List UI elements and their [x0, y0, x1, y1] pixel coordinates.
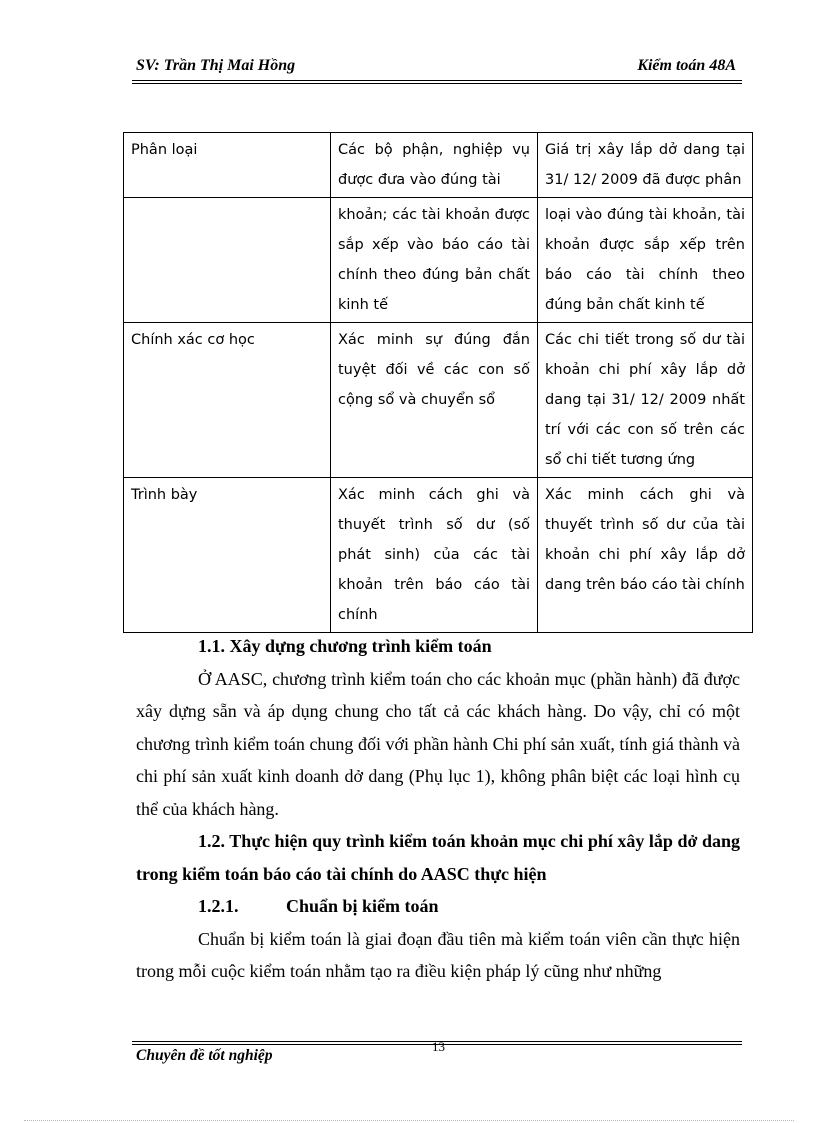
table-cell-result: Xác minh cách ghi và thuyết trình số dư của tài khoản chi phí xây lắp dở dang trên báo cáo tài chính: [538, 478, 753, 633]
heading-1-2-1-text: Chuẩn bị kiểm toán: [286, 896, 439, 916]
heading-1-1: 1.1. Xây dựng chương trình kiểm toán: [198, 636, 492, 656]
table-cell-category: Chính xác cơ học: [124, 323, 331, 478]
assertion-table: [123, 132, 753, 633]
header-rule: [132, 80, 742, 84]
table-cell-procedure: Xác minh sự đúng đắn tuyệt đối về các con số cộng sổ và chuyển sổ: [331, 323, 538, 478]
page-number: 13: [432, 1039, 445, 1054]
table-cell-result: Các chi tiết trong số dư tài khoản chi phí xây lắp dở dang tại 31/ 12/ 2009 nhất trí với các con số trên các sổ chi tiết tương ứng: [538, 323, 753, 478]
table-row: [124, 198, 753, 323]
paragraph-audit-preparation: Chuẩn bị kiểm toán là giai đoạn đầu tiên mà kiểm toán viên cần thực hiện trong mỗi cuộc kiểm toán nhằm tạo ra điều kiện pháp lý cũng như những: [136, 928, 740, 981]
main-content: [136, 630, 740, 988]
table-row: [124, 133, 753, 198]
header-course: Kiểm toán 48A: [637, 57, 736, 74]
page-header: [136, 57, 740, 79]
table-cell-procedure: Các bộ phận, nghiệp vụ được đưa vào đúng tài: [331, 133, 538, 198]
header-author: SV: Trần Thị Mai Hồng: [136, 57, 296, 74]
table-cell-category: [124, 198, 331, 323]
page-edge-line: [24, 1120, 794, 1121]
table-cell-category: Trình bày: [124, 478, 331, 633]
table-cell-result: Giá trị xây lắp dở dang tại 31/ 12/ 2009 đã được phân: [538, 133, 753, 198]
table-cell-procedure: khoản; các tài khoản được sắp xếp vào báo cáo tài chính theo đúng bản chất kinh tế: [331, 198, 538, 323]
heading-1-2-1-number: 1.2.1.: [198, 896, 239, 916]
paragraph-aasc-program: Ở AASC, chương trình kiểm toán cho các khoản mục (phần hành) đã được xây dựng sẵn và áp dụng chung cho tất cả các khách hàng. Do vậy, chỉ có một chương trình kiểm toán chung đối với phần hành Chi phí sản xuất, tính giá thành và chi phí sản xuất kinh doanh dở dang (Phụ lục 1), không phân biệt các loại hình cụ thể của khách hàng.: [136, 668, 740, 819]
table-cell-procedure: Xác minh cách ghi và thuyết trình số dư (số phát sinh) của các tài khoản trên báo cáo tài chính: [331, 478, 538, 633]
table-cell-category: Phân loại: [124, 133, 331, 198]
table-cell-result: loại vào đúng tài khoản, tài khoản được sắp xếp trên báo cáo tài chính theo đúng bản chất kinh tế: [538, 198, 753, 323]
heading-1-2-1: [136, 890, 740, 923]
heading-1-2: 1.2. Thực hiện quy trình kiểm toán khoản mục chi phí xây lắp dở dang trong kiểm toán báo cáo tài chính do AASC thực hiện: [136, 831, 740, 884]
footer-title: Chuyên đề tốt nghiệp: [136, 1047, 273, 1064]
table-row: [124, 323, 753, 478]
table-row: [124, 478, 753, 633]
